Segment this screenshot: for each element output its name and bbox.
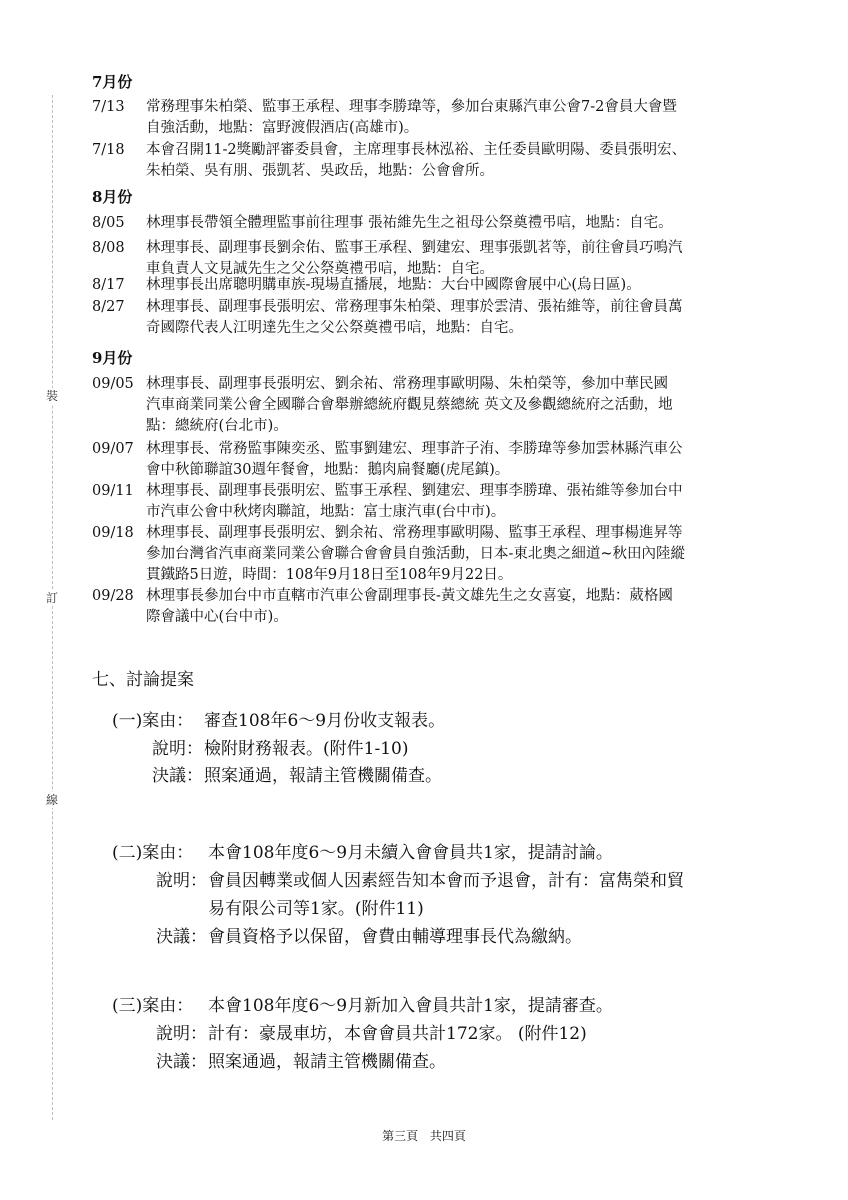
event-date: 8/17	[92, 277, 125, 293]
event-date: 09/05	[92, 376, 134, 392]
event-text-line: 林理事長、副理事長劉余佑、監事王承程、劉建宏、理事張凱茗等，前往會員巧鳴汽	[146, 240, 683, 256]
proposal-row-text: 計有：豪晟車坊，本會會員共計172家。 (附件12)	[208, 1024, 587, 1044]
proposal-row-text: 照案通過，報請主管機關備查。	[204, 766, 442, 786]
event-entry	[92, 274, 792, 295]
event-text-line: 林理事長出席聰明購車族-現場直播展，地點：大台中國際會展中心(烏日區)。	[146, 277, 641, 293]
proposal-row-label: 決議：	[152, 766, 203, 786]
event-date: 7/18	[92, 142, 125, 158]
event-date: 8/05	[92, 215, 125, 231]
event-text-line: 汽車商業同業公會全國聯合會舉辦總統府觀見蔡總統 英文及參觀總統府之活動，地	[146, 397, 673, 414]
month-heading: 7月份	[92, 73, 133, 91]
binding-mark-xian: 線	[45, 793, 58, 807]
event-date: 8/08	[92, 240, 125, 256]
event-text-line: 林理事長、副理事長張明宏、劉余祐、常務理事歐明陽、朱柏榮等，參加中華民國	[146, 376, 668, 392]
event-entry	[92, 96, 792, 138]
proposal-row-text: 本會108年度6～9月未續入會會員共1家，提請討論。	[208, 843, 613, 863]
event-entry	[92, 522, 792, 586]
event-date: 09/28	[92, 588, 134, 604]
proposal-row-label: 決議：	[156, 927, 207, 947]
event-entry	[92, 480, 792, 522]
proposal-row-text: 照案通過，報請主管機關備查。	[208, 1052, 446, 1072]
proposal-row-text: 本會108年度6～9月新加入會員共計1家，提請審查。	[208, 996, 613, 1016]
page-footer: 第三頁 共四頁	[382, 1129, 466, 1143]
event-text-line: 林理事長、常務監事陳奕丞、監事劉建宏、理事許子洧、李勝瑋等參加雲林縣汽車公	[146, 441, 683, 457]
proposal-subject-label: (二)案由：	[112, 843, 194, 863]
event-entry	[92, 373, 792, 437]
event-text-line: 自強活動，地點：富野渡假酒店(高雄市)。	[146, 120, 419, 137]
event-text-line: 本會召開11-2獎勵評審委員會，主席理事長林泓裕、主任委員歐明陽、委員張明宏、	[146, 142, 687, 158]
binding-line	[52, 95, 53, 1120]
event-date: 09/18	[92, 525, 134, 541]
event-date: 7/13	[92, 99, 125, 115]
event-text-line: 市汽車公會中秋烤肉聯誼，地點：富士康汽車(台中市)。	[146, 504, 506, 521]
proposal-row-text: 會員因轉業或個人因素經告知本會而予退會，計有：富雋榮和貿	[208, 871, 684, 891]
event-text-line: 奇國際代表人江明達先生之父公祭奠禮弔唁，地點：自宅。	[146, 320, 523, 337]
event-entry	[92, 585, 792, 627]
proposal-row-label: 決議：	[156, 1052, 207, 1072]
event-text-line: 林理事長參加台中市直轄市汽車公會副理事長-黃文雄先生之女喜宴，地點：葳格國	[146, 588, 673, 604]
event-text-line: 點：總統府(台北市)。	[146, 418, 288, 435]
event-text-line: 車負責人文見誠先生之父公祭奠禮弔唁，地點：自宅。	[146, 261, 494, 278]
event-text-line: 朱柏榮、吳有朋、張凱茗、吳政岳，地點：公會會所。	[146, 163, 494, 180]
proposal-row-text: 檢附財務報表。(附件1-10)	[204, 739, 409, 759]
proposal-row-text: 審查108年6～9月份收支報表。	[204, 711, 446, 731]
binding-mark-zhuang: 裝	[45, 389, 58, 403]
proposal-row-label: 說明：	[152, 739, 203, 759]
proposal-subject-label: (一)案由：	[112, 711, 194, 731]
event-text-line: 會中秋節聯誼30週年餐會，地點：鵝肉扁餐廳(虎尾鎮)。	[146, 462, 510, 479]
section-heading: 七、討論提案	[92, 670, 194, 690]
event-text-line: 貫鐵路5日遊，時間：108年9月18日至108年9月22日。	[146, 567, 513, 584]
proposal-subject-label: (三)案由：	[112, 996, 194, 1016]
event-entry	[92, 212, 792, 233]
event-date: 8/27	[92, 299, 125, 315]
event-text-line: 常務理事朱柏榮、監事王承程、理事李勝瑋等，參加台東縣汽車公會7-2會員大會暨	[146, 99, 677, 115]
event-entry	[92, 139, 792, 181]
event-entry	[92, 438, 792, 480]
event-text-line: 參加台灣省汽車商業同業公會聯合會會員自強活動，日本-東北奧之細道~秋田內陸縱	[146, 546, 686, 563]
month-heading: 8月份	[92, 188, 133, 206]
event-date: 09/07	[92, 441, 134, 457]
proposal-row-text: 易有限公司等1家。(附件11)	[208, 899, 424, 919]
proposal-row-label: 說明：	[156, 1024, 207, 1044]
event-text-line: 林理事長、副理事長張明宏、常務理事朱柏榮、理事於雲清、張祐維等，前往會員萬	[146, 299, 683, 315]
month-heading: 9月份	[92, 349, 133, 367]
event-entry	[92, 296, 792, 338]
proposal-row-label: 說明：	[156, 871, 207, 891]
proposal-row-text: 會員資格予以保留，會費由輔導理事長代為繳納。	[208, 927, 582, 947]
event-text-line: 林理事長、副理事長張明宏、劉余祐、常務理事歐明陽、監事王承程、理事楊進昇等	[146, 525, 683, 541]
event-date: 09/11	[92, 483, 134, 499]
binding-mark-ding: 訂	[45, 591, 58, 605]
event-text-line: 林理事長、副理事長張明宏、監事王承程、劉建宏、理事李勝瑋、張祐維等參加台中	[146, 483, 683, 499]
event-text-line: 際會議中心(台中市)。	[146, 609, 288, 626]
event-text-line: 林理事長帶領全體理監事前往理事 張祐維先生之祖母公祭奠禮弔唁，地點：自宅。	[146, 215, 673, 231]
